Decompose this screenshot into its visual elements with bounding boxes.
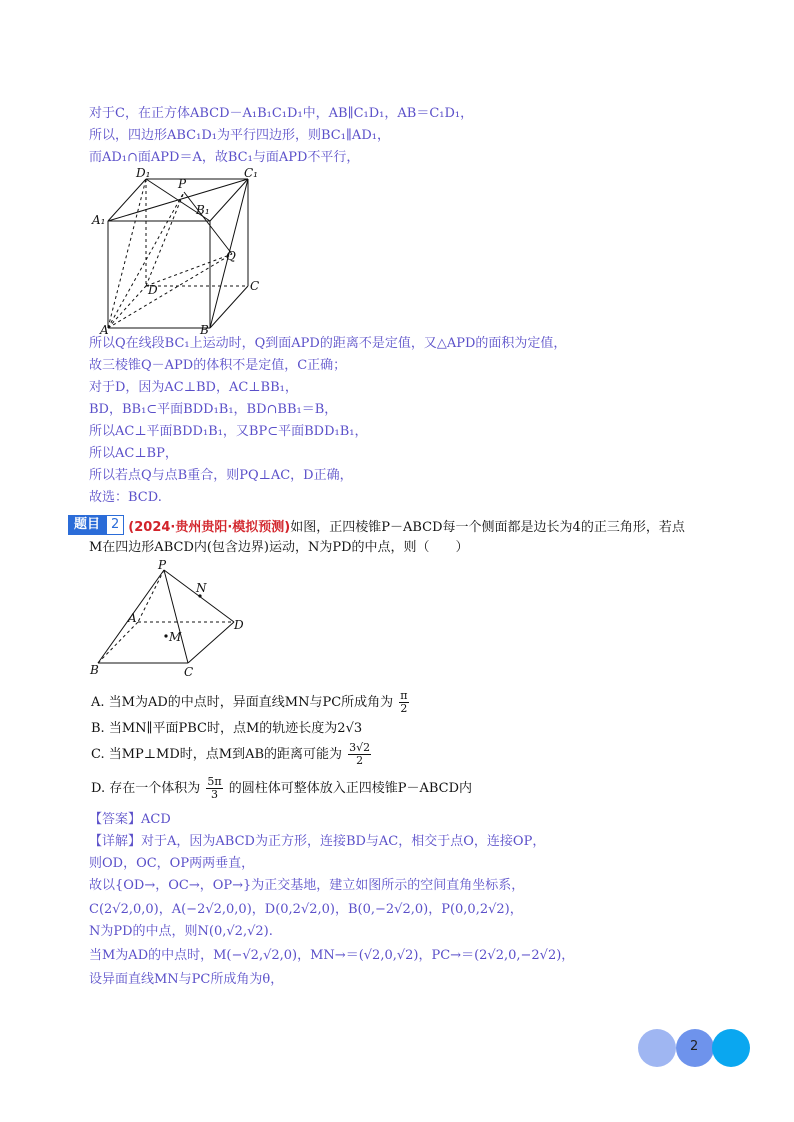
option-c-num: 3√2 bbox=[349, 741, 371, 754]
pyr-label-P: P bbox=[158, 560, 167, 572]
page-number: 2 bbox=[690, 1039, 699, 1054]
detail-line-3: 故以{OD→，OC→，OP→}为正交基地，建立如图所示的空间直角坐标系， bbox=[89, 878, 525, 893]
option-c-fraction bbox=[348, 742, 371, 767]
question-tag-label: 题目 bbox=[68, 515, 106, 535]
solution-line-7: BD，BB₁⊂平面BDD₁B₁，BD∩BB₁＝B， bbox=[89, 402, 338, 417]
pyr-label-M: M bbox=[169, 630, 182, 644]
option-d-num: 5π bbox=[207, 775, 222, 788]
label-B: B bbox=[200, 323, 209, 336]
pyramid-figure bbox=[88, 560, 258, 680]
question-tag bbox=[68, 515, 685, 535]
option-a-fraction bbox=[399, 690, 408, 715]
label-C1: C₁ bbox=[244, 166, 258, 180]
pyr-label-D: D bbox=[234, 618, 244, 632]
label-D1: D₁ bbox=[136, 166, 151, 180]
label-A: A bbox=[100, 323, 109, 336]
option-c-text: C. 当MP⊥MD时，点M到AB的距离可能为 bbox=[91, 747, 343, 762]
label-Q: Q bbox=[226, 249, 236, 263]
label-D: D bbox=[148, 283, 158, 297]
solution-line-1: 对于C，在正方体ABCD－A₁B₁C₁D₁中，AB∥C₁D₁，AB＝C₁D₁， bbox=[89, 106, 474, 121]
option-a bbox=[91, 690, 411, 715]
solution-line-5: 故三棱锥Q－APD的体积不是定值，C正确； bbox=[89, 358, 347, 373]
pyr-label-B: B bbox=[90, 663, 99, 677]
detail-line-7: 设异面直线MN与PC所成角为θ， bbox=[89, 972, 284, 987]
option-d-den: 3 bbox=[210, 788, 218, 801]
option-a-num: π bbox=[400, 689, 408, 702]
detail-line-2: 则OD，OC，OP两两垂直， bbox=[89, 856, 255, 871]
detail-line-5: N为PD的中点，则N(0,√2,√2). bbox=[89, 924, 273, 939]
option-d-text-1: D. 存在一个体积为 bbox=[91, 781, 201, 796]
option-b: B. 当MN∥平面PBC时，点M的轨迹长度为2√3 bbox=[91, 721, 363, 736]
page-bubble-left bbox=[638, 1029, 676, 1067]
option-d bbox=[91, 776, 472, 801]
option-a-den: 2 bbox=[400, 702, 408, 715]
detail-line-1: 【详解】对于A，因为ABCD为正方形，连接BD与AC，相交于点O，连接OP， bbox=[89, 834, 546, 849]
option-a-text: A. 当M为AD的中点时，异面直线MN与PC所成角为 bbox=[91, 695, 394, 710]
solution-line-4: 所以Q在线段BC₁上运动时，Q到面APD的距离不是定值，又△APD的面积为定值， bbox=[89, 336, 567, 351]
detail-line-4: C(2√2,0,0)，A(−2√2,0,0)，D(0,2√2,0)，B(0,−2√2,0)，P(0,0,2√2)， bbox=[89, 902, 523, 917]
pyr-label-C: C bbox=[184, 665, 194, 679]
label-B1: B₁ bbox=[196, 203, 210, 217]
detail-line-6: 当M为AD的中点时，M(−√2,√2,0)，MN→＝(√2,0,√2)，PC→＝(2√2,0,−2√2)， bbox=[89, 948, 575, 963]
option-c bbox=[91, 742, 373, 767]
solution-line-6: 对于D，因为AC⊥BD，AC⊥BB₁， bbox=[89, 380, 298, 395]
solution-line-9: 所以AC⊥BP， bbox=[89, 446, 178, 461]
question-source: (2024·贵州贵阳·模拟预测) bbox=[128, 519, 291, 535]
solution-line-11: 故选：BCD. bbox=[89, 490, 162, 505]
pyr-label-A: A bbox=[128, 611, 137, 625]
pyr-label-N: N bbox=[196, 581, 207, 595]
label-C: C bbox=[250, 279, 260, 293]
question-text-1: 如图，正四棱锥P－ABCD每一个侧面都是边长为4的正三角形，若点 bbox=[290, 519, 685, 535]
question-number: 2 bbox=[106, 515, 124, 535]
question-text-2: M在四边形ABCD内(包含边界)运动，N为PD的中点，则（ ） bbox=[89, 540, 469, 555]
option-d-fraction bbox=[206, 776, 222, 801]
cube-figure bbox=[88, 166, 268, 336]
solution-line-2: 所以，四边形ABC₁D₁为平行四边形，则BC₁∥AD₁， bbox=[89, 128, 390, 143]
solution-line-8: 所以AC⊥平面BDD₁B₁，又BP⊂平面BDD₁B₁， bbox=[89, 424, 368, 439]
option-c-den: 2 bbox=[356, 754, 364, 767]
solution-line-3: 而AD₁∩面APD＝A，故BC₁与面APD不平行， bbox=[89, 150, 360, 165]
label-P: P bbox=[178, 177, 187, 191]
option-d-text-2: 的圆柱体可整体放入正四棱锥P－ABCD内 bbox=[228, 781, 473, 796]
page-bubble-right bbox=[712, 1029, 750, 1067]
solution-line-10: 所以若点Q与点B重合，则PQ⊥AC，D正确， bbox=[89, 468, 353, 483]
answer-line: 【答案】ACD bbox=[89, 812, 171, 827]
label-A1: A₁ bbox=[92, 213, 106, 227]
